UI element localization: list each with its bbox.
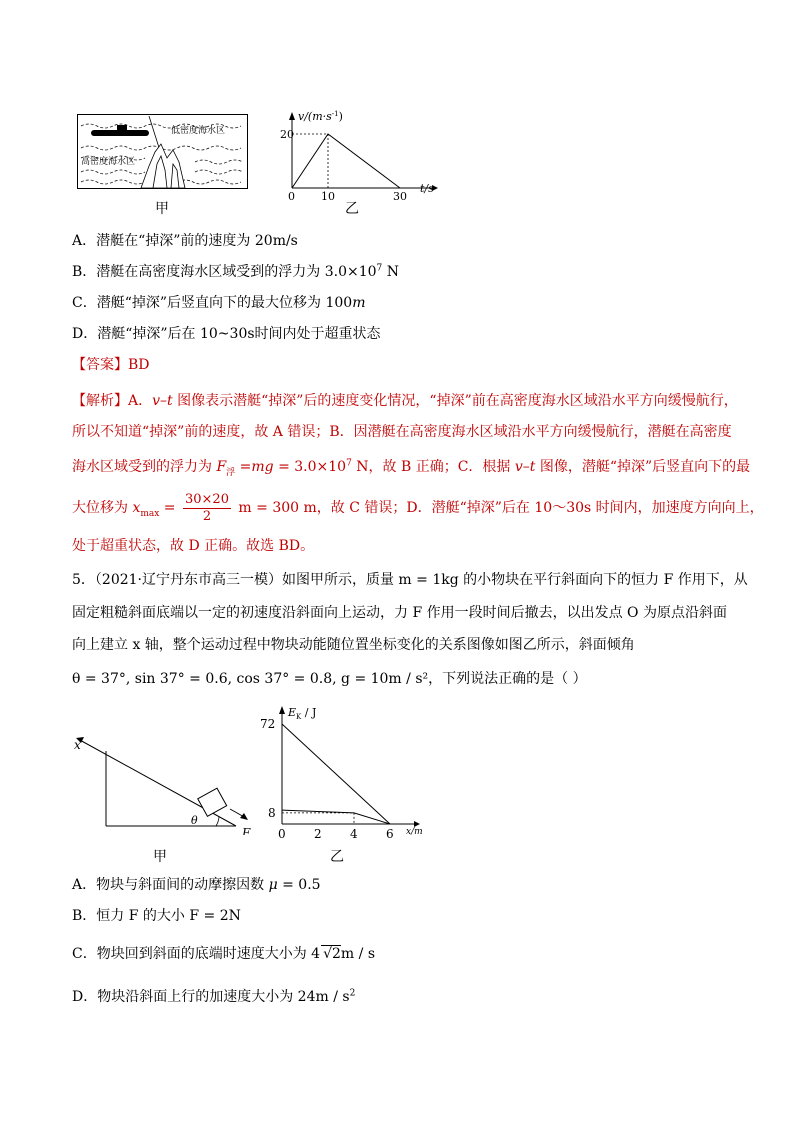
- series-v-line: [292, 134, 400, 188]
- q5-option-c: C．物块回到斜面的底端时速度大小为 4 √2m / s: [72, 946, 375, 962]
- q5-line-2: 固定粗糙斜面底端以一定的初速度沿斜面向上运动，力 F 作用一段时间后撤去，以出发点 O 为原点沿斜面: [72, 605, 727, 621]
- q4-option-c: C．潜艇“掉深”后竖直向下的最大位移为 100m: [72, 295, 366, 311]
- y-axis-arrow-icon: [279, 706, 285, 714]
- figure2-right: [258, 702, 430, 842]
- y-axis-label: $E_K$ / J: [288, 706, 317, 721]
- y-axis-label: $v/(m\cdot s^{-1})$: [298, 110, 343, 123]
- figure1-left-caption: 甲: [155, 201, 169, 217]
- angle-arc: [216, 817, 219, 826]
- seamount-icon: [141, 144, 185, 188]
- tick-label-x-4: 4: [350, 827, 358, 841]
- low-density-label: 低密度海水区: [171, 126, 226, 136]
- tick-label-origin: 0: [288, 190, 295, 200]
- tick-label-x-10: 10: [321, 190, 335, 200]
- tick-label-x-0: 0: [278, 827, 286, 841]
- y-axis-arrow-icon: [289, 112, 295, 120]
- analysis-line-3: 海水区域受到的浮力为 $F_浮 =mg = 3.0\times 10^7$ N，故 B 正确；C．根据 v–t 图像，潜艇“掉深”后竖直向下的最: [72, 458, 751, 478]
- q5-line-3: 向上建立 x 轴，整个运动过程中物块动能随位置坐标变化的关系图像如图乙所示，斜面倾角: [72, 637, 635, 653]
- force-arrow-head-icon: [240, 813, 248, 820]
- ek-x-chart: [258, 702, 430, 842]
- q5-option-b: B．恒力 F 的大小 F = 2N: [72, 908, 241, 924]
- q5-option-d: D．物块沿斜面上行的加速度大小为 $24m / s^2$: [72, 988, 356, 1005]
- x-axis-label: x: [74, 738, 81, 752]
- figure2-left: [70, 725, 260, 835]
- fraction: $\frac{30\times 20}{2}$: [184, 491, 229, 524]
- figure2-right-caption: 乙: [330, 849, 344, 865]
- q4-option-a: A．潜艇在“掉深”前的速度为 20m/s: [72, 233, 298, 249]
- force-label: F: [242, 826, 251, 835]
- series-up-line: [282, 724, 390, 824]
- analysis-line-4: 大位移为 $x_{max}$ = $\frac{30\times 20}{2}$ m = 300 m，故 C 错误；D．潜艇“掉深”后在 10～30s 时间内，加速度方向向上，: [72, 491, 764, 524]
- vt-chart: [280, 110, 440, 200]
- tick-label-y-8: 8: [268, 805, 276, 820]
- high-density-label: 高密度海水区: [81, 157, 136, 167]
- block-icon: [198, 788, 227, 816]
- series-down-line: [282, 810, 390, 824]
- figure1-left: [77, 114, 249, 190]
- tick-label-y-72: 72: [260, 717, 276, 731]
- tick-label-x-30: 30: [393, 190, 407, 200]
- figure1-right: [280, 110, 440, 200]
- x-axis-label: x/m: [406, 827, 423, 837]
- tick-label-x-2: 2: [314, 827, 322, 841]
- analysis-line-2: 所以不知道“掉深”前的速度，故 A 错误；B．因潜艇在高密度海水区域沿水平方向缓慢航行，潜艇在高密度: [72, 424, 732, 440]
- tick-label-y-20: 20: [280, 128, 294, 141]
- q4-option-d: D．潜艇“掉深”后在 10~30s时间内处于超重状态: [72, 326, 381, 342]
- x-axis-label: t/s: [420, 182, 434, 195]
- q5-line-1: 5．（2021·辽宁丹东市高三一模）如图甲所示，质量 m = 1kg 的小物块在平行斜面向下的恒力 F 作用下，从: [72, 572, 748, 588]
- analysis-line-1: 【解析】A．v–t 图像表示潜艇“掉深”后的速度变化情况，“掉深”前在高密度海水区域沿水平方向缓慢航行，: [72, 393, 738, 409]
- figure1-right-caption: 乙: [345, 201, 359, 217]
- theta-label: θ: [191, 814, 198, 827]
- q5-line-4: θ = 37°, sin 37° = 0.6, cos 37° = 0.8, g = 10m / s²，下列说法正确的是（ ）: [72, 671, 587, 687]
- tick-label-x-6: 6: [386, 827, 394, 841]
- answer: 【答案】BD: [72, 357, 150, 373]
- incline-diagram: [70, 725, 260, 835]
- submarine-icon: [91, 125, 149, 136]
- q4-option-b: B．潜艇在高密度海水区域受到的浮力为 $3.0\times 10^7$ N: [72, 263, 399, 280]
- analysis-line-5: 处于超重状态，故 D 正确。故选 BD。: [72, 538, 315, 554]
- figure2-left-caption: 甲: [153, 849, 167, 865]
- q5-option-a: A．物块与斜面间的动摩擦因数 μ = 0.5: [72, 877, 321, 893]
- submarine-diagram: [77, 114, 249, 190]
